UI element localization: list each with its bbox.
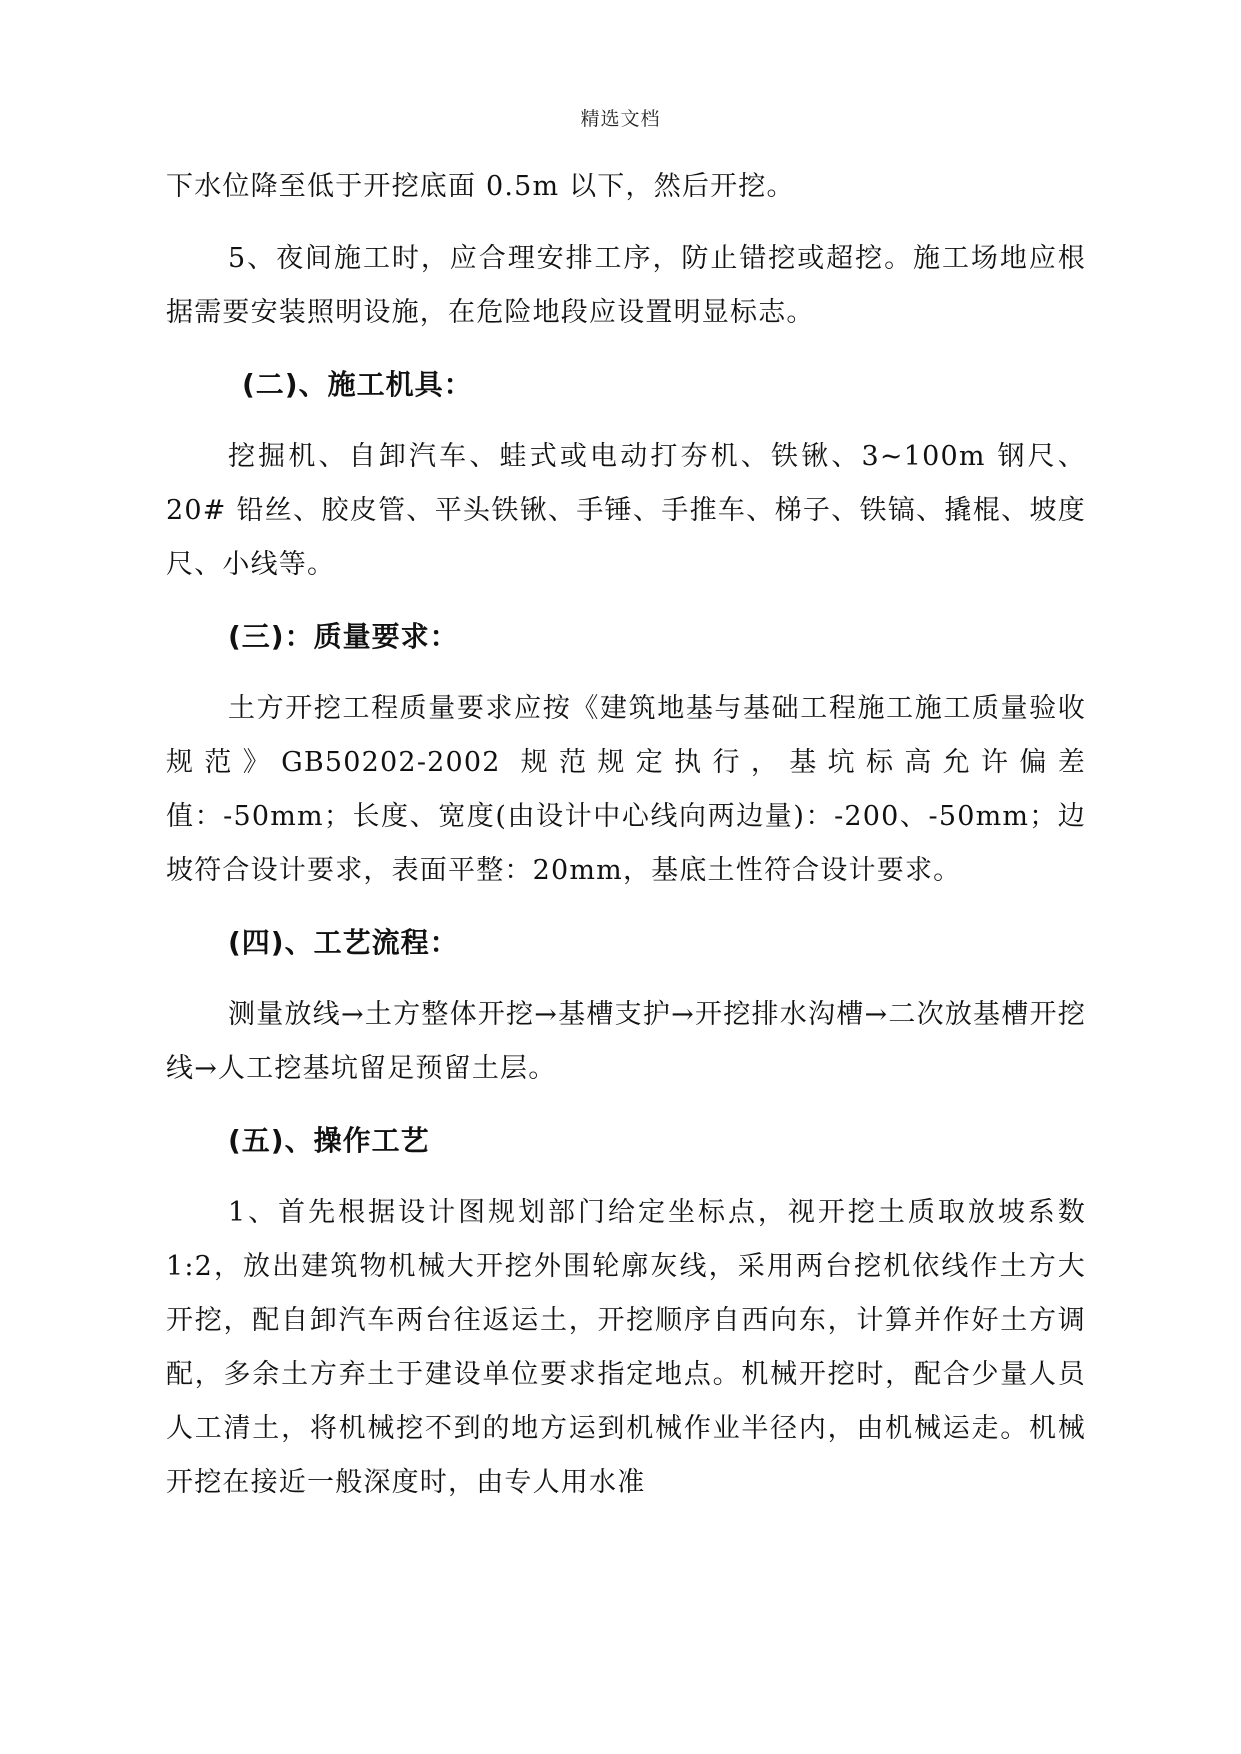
heading-quality: (三)：质量要求： [228, 620, 459, 653]
paragraph-machinery: 挖掘机、自卸汽车、蛙式或电动打夯机、铁锹、3~100m 钢尺、20# 铅丝、胶皮管、平头铁锹、手锤、手推车、梯子、铁镐、撬棍、坡度尺、小线等。 [166, 441, 1086, 580]
heading-operation: (五)、操作工艺 [228, 1124, 430, 1157]
paragraph-quality: 土方开挖工程质量要求应按《建筑地基与基础工程施工施工质量验收规范》GB50202-2002 规范规定执行，基坑标高允许偏差值：-50mm；长度、宽度(由设计中心线向两边量)：-200、-50mm；边坡符合设计要求，表面平整：20mm，基底土性符合设计要求。 [166, 693, 1086, 886]
heading-process: (四)、工艺流程： [228, 926, 459, 959]
page-header: 精选文档 [580, 108, 661, 130]
paragraph-night-work: 5、夜间施工时，应合理安排工序，防止错挖或超挖。施工场地应根据需要安装照明设施，在危险地段应设置明显标志。 [166, 243, 1086, 328]
paragraph-process: 测量放线→土方整体开挖→基槽支护→开挖排水沟槽→二次放基槽开挖线→人工挖基坑留足预留土层。 [166, 999, 1086, 1084]
paragraph-operation: 1、首先根据设计图规划部门给定坐标点，视开挖土质取放坡系数 1:2，放出建筑物机械大开挖外围轮廓灰线，采用两台挖机依线作土方大开挖，配自卸汽车两台往返运土，开挖顺序自西向东，计算并作好土方调配，多余土方弃土于建设单位要求指定地点。机械开挖时，配合少量人员人工清土，将机械挖不到的地方运到机械作业半径内，由机械运走。机械开挖在接近一般深度时，由专人用水准 [166, 1197, 1086, 1498]
document-body [166, 160, 1086, 1528]
heading-machinery: (二)、施工机具： [242, 368, 473, 401]
paragraph-continuation: 下水位降至低于开挖底面 0.5m 以下，然后开挖。 [166, 171, 795, 202]
